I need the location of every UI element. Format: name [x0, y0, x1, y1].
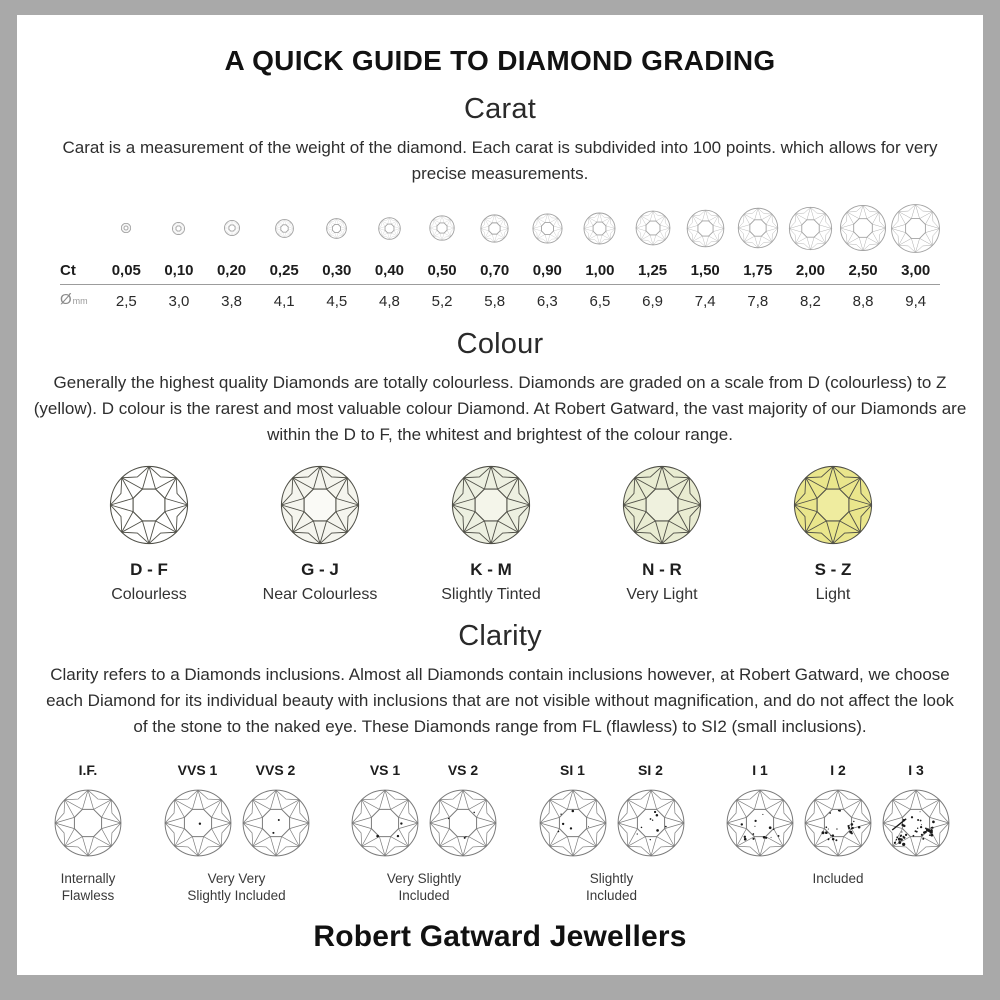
- colour-grade: [578, 464, 746, 604]
- colour-grade-scale: [65, 464, 917, 604]
- clarity-grade: [239, 762, 313, 858]
- carat-value: 0,10: [164, 262, 194, 279]
- clarity-group-stones: [723, 762, 953, 858]
- clarity-group-stones: [348, 762, 500, 858]
- carat-diamond-cell: [626, 199, 679, 257]
- clarity-grade-label: VS 1: [369, 762, 401, 778]
- clarity-grade: [426, 762, 500, 858]
- diamond-icon: [788, 206, 833, 251]
- carat-diamond-cell: [468, 199, 521, 257]
- carat-row-label: Ct: [60, 262, 76, 279]
- diamond-icon: [53, 788, 123, 858]
- clarity-grade: [801, 762, 875, 858]
- colour-section: [17, 328, 983, 604]
- colour-grade-label: Slightly Tinted: [441, 586, 541, 603]
- diameter-value: 5,2: [431, 292, 453, 310]
- diamond-icon: [532, 213, 563, 244]
- colour-grade-label: Light: [815, 586, 851, 603]
- diamond-icon: [172, 222, 185, 235]
- clarity-grade-label: VVS 1: [177, 762, 218, 778]
- clarity-group-stones: [51, 762, 125, 858]
- colour-grade-range: N - R: [642, 560, 682, 579]
- carat-diamond-cell: [889, 199, 942, 257]
- diameter-value: 7,4: [694, 292, 716, 310]
- clarity-group-caption: Included: [812, 871, 864, 886]
- diamond-icon: [428, 788, 498, 858]
- colour-grade-range: K - M: [470, 560, 512, 579]
- carat-value: 1,75: [743, 262, 773, 279]
- carat-value: 0,50: [427, 262, 457, 279]
- colour-heading: Colour: [456, 328, 544, 360]
- clarity-group: [536, 762, 688, 904]
- carat-diamond-cell: [416, 199, 469, 257]
- clarity-grade: [536, 762, 610, 858]
- diamond-icon: [279, 464, 361, 546]
- clarity-grade-label: SI 1: [560, 762, 585, 778]
- clarity-grade-label: SI 2: [638, 762, 663, 778]
- diamond-icon: [890, 203, 941, 254]
- clarity-group: [161, 762, 313, 904]
- carat-value: 0,40: [374, 262, 405, 279]
- inclusion-specks: [198, 823, 200, 825]
- carat-diamond-cell: [311, 199, 364, 257]
- diamond-grading-poster: [17, 15, 983, 975]
- diamond-icon: [725, 788, 795, 858]
- carat-value: 2,50: [848, 262, 878, 279]
- carat-diamond-cell: [784, 199, 837, 257]
- clarity-group-caption: Internally Flawless: [60, 871, 116, 903]
- carat-chart-corner: [58, 199, 100, 257]
- diamond-icon: [881, 788, 951, 858]
- diameter-value: 8,2: [800, 292, 821, 310]
- clarity-grade: [161, 762, 235, 858]
- colour-grade: [407, 464, 575, 604]
- diamond-icon: [275, 219, 294, 238]
- clarity-group: [51, 762, 125, 904]
- colour-description: Generally the highest quality Diamonds are totally colourless. Diamonds are graded on a scale from D (colourless) to Z (yellow). D colour is the rarest and most valuable colour Diamond. At Robert Gatward, the vast majority of our Diamonds are within the D to F, the whitest and brightest of the colour range.: [33, 373, 967, 444]
- carat-diamond-cell: [679, 199, 732, 257]
- carat-value: 2,00: [795, 262, 826, 279]
- clarity-group-stones: [536, 762, 688, 858]
- diamond-icon: [241, 788, 311, 858]
- carat-diamond-cell: [205, 199, 258, 257]
- clarity-group-caption: Slightly Included: [585, 871, 638, 903]
- colour-grade-label: Near Colourless: [262, 586, 378, 603]
- clarity-group: [723, 762, 953, 887]
- colour-grade: [749, 464, 917, 604]
- diameter-value: 6,9: [642, 292, 663, 310]
- diameter-value: 5,8: [484, 292, 506, 310]
- diamond-icon: [450, 464, 532, 546]
- diamond-icon: [686, 209, 725, 248]
- colour-grade-label: Colourless: [111, 586, 187, 603]
- carat-diamond-cell: [258, 199, 311, 257]
- diamond-icon: [163, 788, 233, 858]
- clarity-grade: [51, 762, 125, 858]
- colour-grade: [65, 464, 233, 604]
- diamond-icon: [616, 788, 686, 858]
- diameter-value: 3,0: [168, 292, 190, 310]
- colour-grade-range: S - Z: [814, 560, 852, 579]
- diamond-icon: [635, 210, 671, 246]
- diamond-icon: [803, 788, 873, 858]
- diamond-icon: [108, 464, 190, 546]
- clarity-group-caption: Very Slightly Included: [386, 871, 462, 903]
- diamond-icon: [538, 788, 608, 858]
- carat-value: 0,70: [480, 262, 510, 279]
- clarity-grade: [723, 762, 797, 858]
- carat-value: 1,00: [585, 262, 615, 279]
- clarity-grade-label: I 2: [830, 762, 846, 778]
- diamond-icon: [792, 464, 874, 546]
- diameter-value: 6,5: [589, 292, 611, 310]
- footer-brand: Robert Gatward Jewellers: [313, 920, 687, 953]
- carat-value: 0,30: [322, 262, 352, 279]
- diameter-value: 4,1: [273, 292, 295, 310]
- page-title: A QUICK GUIDE TO DIAMOND GRADING: [224, 45, 776, 76]
- carat-value: 0,25: [269, 262, 299, 279]
- diameter-value: 7,8: [747, 292, 769, 310]
- diamond-icon: [121, 223, 131, 233]
- diamond-icon: [839, 204, 887, 252]
- carat-diamond-cell: [100, 199, 153, 257]
- diameter-value: 9,4: [905, 292, 927, 310]
- clarity-group-caption: Very Very Slightly Included: [187, 871, 286, 903]
- diameter-value: 8,8: [852, 292, 874, 310]
- diameter-value: 2,5: [115, 292, 137, 310]
- colour-grade-label: Very Light: [626, 586, 698, 603]
- clarity-grade: [879, 762, 953, 858]
- clarity-grade-label: I 3: [908, 762, 924, 778]
- diamond-icon: [326, 218, 347, 239]
- carat-diamond-cell: [521, 199, 574, 257]
- diameter-value: 3,8: [221, 292, 242, 310]
- diamond-icon: [224, 220, 240, 236]
- clarity-grade: [614, 762, 688, 858]
- clarity-grade-label: VVS 2: [255, 762, 296, 778]
- carat-value: 1,25: [637, 262, 668, 279]
- carat-value: 3,00: [901, 262, 931, 279]
- clarity-section: [17, 620, 983, 904]
- carat-diamond-cell: [574, 199, 627, 257]
- colour-grade: [236, 464, 404, 604]
- diamond-icon: [621, 464, 703, 546]
- clarity-grade-label: I.F.: [78, 762, 98, 778]
- colour-grade-range: D - F: [130, 560, 168, 579]
- carat-value: 0,20: [216, 262, 247, 279]
- diamond-icon: [429, 215, 455, 241]
- clarity-group-stones: [161, 762, 313, 858]
- carat-diamond-cell: [837, 199, 890, 257]
- clarity-grade: [348, 762, 422, 858]
- carat-diamond-cell: [363, 199, 416, 257]
- diamond-icon: [737, 207, 779, 249]
- diameter-value: 4,5: [326, 292, 348, 310]
- clarity-heading: Clarity: [458, 620, 542, 652]
- carat-value: 0,90: [532, 262, 562, 279]
- clarity-description: Clarity refers to a Diamonds inclusions. Almost all Diamonds contain inclusions however, at Robert Gatward, we choose each Diamond for its individual beauty with inclusions that are not visible without magnification, and do not affect the look of the stone to the naked eye. These Diamonds range from FL (flawless) to SI2 (small inclusions).: [46, 665, 954, 736]
- diameter-row-label: Ømm: [60, 291, 88, 308]
- carat-section: [17, 93, 983, 312]
- diamond-icon: [350, 788, 420, 858]
- clarity-grade-scale: [51, 762, 953, 904]
- clarity-group: [348, 762, 500, 904]
- colour-grade-range: G - J: [301, 560, 339, 579]
- diamond-icon: [480, 214, 509, 243]
- carat-description: Carat is a measurement of the weight of the diamond. Each carat is subdivided into 100 points. which allows for very precise measurements.: [62, 138, 938, 183]
- diameter-value: 6,3: [536, 292, 558, 310]
- diameter-value: 4,8: [379, 292, 400, 310]
- carat-heading: Carat: [464, 93, 536, 125]
- carat-value: 0,05: [111, 262, 141, 279]
- carat-chart-divider: [60, 284, 940, 285]
- carat-value: 1,50: [690, 262, 720, 279]
- carat-diamond-cell: [732, 199, 785, 257]
- carat-size-chart: [58, 199, 942, 312]
- clarity-grade-label: VS 2: [447, 762, 479, 778]
- diamond-icon: [583, 212, 616, 245]
- carat-diamond-cell: [153, 199, 206, 257]
- clarity-grade-label: I 1: [752, 762, 768, 778]
- diamond-icon: [378, 217, 401, 240]
